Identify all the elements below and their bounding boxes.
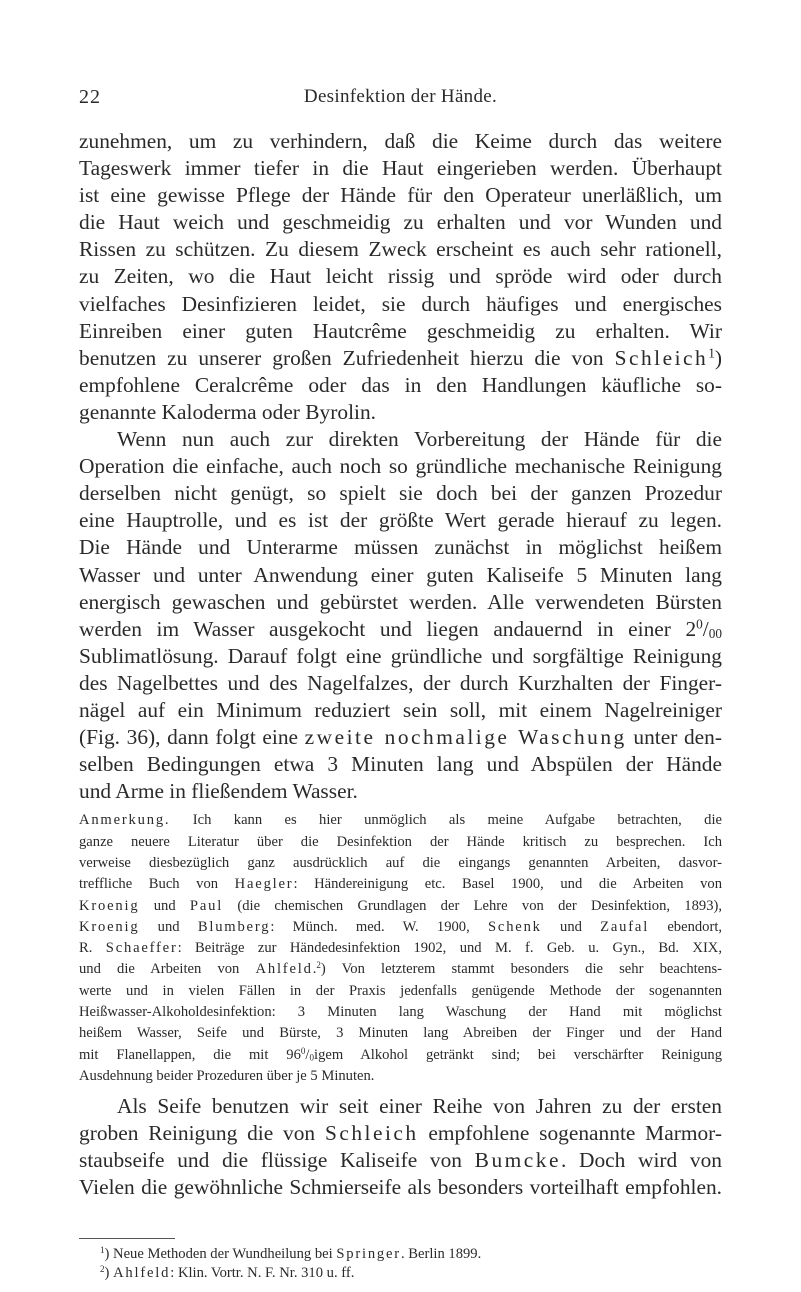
paragraph-soap xyxy=(79,1093,722,1201)
text-line: nägel auf ein Minimum reduziert sein soll, mit einem Nagelreiniger xyxy=(79,697,722,722)
author-name: Ahlfeld xyxy=(113,1264,171,1281)
text-line: Operation die einfache, auch noch so gründliche mechanische Reinigung xyxy=(79,454,722,479)
author-name: Blumberg xyxy=(197,918,271,935)
text-segment: . xyxy=(312,961,317,978)
percent-sub: 0 xyxy=(309,1051,315,1062)
permille-sup: 0 xyxy=(696,616,703,632)
text-line: Rissen zu schützen. Zu diesem Zweck erscheint es auch sehr rationell, xyxy=(79,237,722,262)
author-name: Bumcke xyxy=(474,1148,561,1173)
text-line xyxy=(79,1147,722,1174)
text-segment: staubseife und die flüssige Kaliseife von xyxy=(79,1148,462,1173)
text-line xyxy=(79,345,722,372)
text-segment: werden im Wasser ausgekocht und liegen andauernd in einer 2 xyxy=(79,616,697,641)
text-segment: (Fig. 36), dann folgt eine xyxy=(79,725,299,750)
author-name: Schenk xyxy=(488,918,542,935)
emphasis-text: zweite nochmalige Waschung xyxy=(304,725,627,750)
footnote-1 xyxy=(100,1245,730,1264)
text-line: vielfaches Desinfizieren leidet, sie durch häufiges und energisches xyxy=(79,291,722,316)
text-segment: ) Von letzterem stammt besonders die sehr beachtens- xyxy=(320,961,722,978)
text-segment: igem Alkohol getränkt sind; bei verschärfter Reinigung xyxy=(314,1046,723,1063)
text-line xyxy=(79,896,722,917)
text-segment: und die Arbeiten von xyxy=(79,961,240,978)
text-segment: Ich kann es hier unmöglich als meine Aufgabe betrachten, die xyxy=(192,812,722,829)
running-title: Desinfektion der Hände. xyxy=(303,86,498,107)
text-line: verweise diesbezüglich ganz ausdrücklich auf die eingangs genannten Arbeiten, dasvor- xyxy=(79,854,722,871)
text-segment: . Berlin 1899. xyxy=(400,1246,482,1262)
text-line xyxy=(79,810,722,831)
text-segment: mit Flanellappen, die mit 96 xyxy=(79,1046,301,1063)
footnote-ref: 2 xyxy=(316,960,321,971)
author-name: Zaufal xyxy=(600,918,650,935)
percent-sup: 0 xyxy=(300,1045,306,1056)
text-line: ganze neuere Literatur über die Desinfektion der Hände kritisch zu besprechen. Ich xyxy=(79,833,722,850)
text-line: eine Hauptrolle, und es ist der größte Wert gerade hierauf zu legen. xyxy=(79,508,722,533)
author-name: Schleich xyxy=(324,1121,419,1146)
text-line xyxy=(79,1045,722,1066)
text-line: energisch gewaschen und gebürstet werden. Alle verwendeten Bürsten xyxy=(79,589,722,614)
text-line xyxy=(79,874,722,895)
text-segment: und xyxy=(560,918,582,935)
text-segment: ) xyxy=(714,345,722,370)
text-line: Ausdehnung beider Prozeduren über je 5 Minuten. xyxy=(79,1067,375,1084)
text-line: Wenn nun auch zur direkten Vorbereitung der Hände für die xyxy=(117,427,722,452)
text-line: selben Bedingungen etwa 3 Minuten lang und Abspülen der Hände xyxy=(79,752,722,777)
text-line: Als Seife benutzen wir seit einer Reihe von Jahren zu der ersten xyxy=(117,1094,722,1119)
remark-label: Anmerkung. xyxy=(79,812,171,829)
author-name: Schaeffer xyxy=(105,940,178,957)
text-line: Sublimatlösung. Darauf folgt eine gründliche und sorgfältige Reinigung xyxy=(79,643,722,668)
author-name: Kroenig xyxy=(79,897,140,914)
text-segment: und xyxy=(157,918,180,935)
text-line: Die Hände und Unterarme müssen zunächst in möglichst heißem xyxy=(79,535,722,560)
text-line xyxy=(79,1120,722,1147)
text-segment: unter den- xyxy=(633,725,722,750)
author-name: Kroenig xyxy=(79,918,140,935)
text-segment: : Klin. Vortr. N. F. Nr. 310 u. ff. xyxy=(170,1264,355,1281)
footnotes xyxy=(100,1245,730,1283)
text-line xyxy=(79,959,722,980)
text-line: Wasser und unter Anwendung einer guten Kaliseife 5 Minuten lang xyxy=(79,562,722,587)
page-number: 22 xyxy=(79,86,101,108)
page-body xyxy=(79,128,722,1202)
text-line: zunehmen, um zu verhindern, daß die Keime durch das weitere xyxy=(79,129,722,153)
text-line: genannte Kaloderma oder Byrolin. xyxy=(79,399,376,424)
footnote-rule xyxy=(79,1238,175,1239)
text-line xyxy=(79,616,722,643)
text-segment: / xyxy=(702,616,709,641)
text-line xyxy=(79,724,722,751)
footnote-mark: 2 xyxy=(100,1263,105,1274)
text-line: des Nagelbettes und des Nagelfalzes, der durch Kurzhalten der Finger- xyxy=(79,670,722,695)
text-line: werte und in vielen Fällen in der Praxis jedenfalls genügende Methode der sogenannten xyxy=(79,982,722,999)
paragraph-skin-care xyxy=(79,128,722,426)
text-line: Tageswerk immer tiefer in die Haut eingerieben werden. Überhaupt xyxy=(79,156,722,181)
text-line: heißem Wasser, Seife und Bürste, 3 Minuten lang Abreiben der Finger und der Hand xyxy=(79,1025,722,1042)
text-segment: ebendort, xyxy=(667,918,723,935)
footnote-ref: 1 xyxy=(708,345,715,361)
text-line: Einreiben einer guten Hautcrême geschmeidig zu erhalten. Wir xyxy=(79,318,722,343)
remark-note xyxy=(79,810,722,1087)
author-name: Schleich xyxy=(614,345,709,370)
text-segment: treffliche Buch von xyxy=(79,876,219,893)
text-line xyxy=(79,938,722,959)
paragraph-mechanical-cleaning xyxy=(79,426,722,805)
author-name: Haegler xyxy=(234,876,294,893)
author-name: Paul xyxy=(189,897,224,914)
footnote-2 xyxy=(100,1264,730,1283)
text-line: ist eine gewisse Pflege der Hände für den Operateur unerläßlich, um xyxy=(79,183,722,208)
text-line xyxy=(79,917,722,938)
text-line: derselben nicht genügt, so spielt sie doch bei der ganzen Prozedur xyxy=(79,481,722,506)
text-segment: ) Neue Methoden der Wundheilung bei xyxy=(104,1246,333,1262)
text-line: Vielen die gewöhnliche Schmierseife als besonders vorteilhaft empfohlen. xyxy=(79,1175,722,1200)
text-segment: benutzen zu unserer großen Zufriedenheit hierzu die von xyxy=(79,345,604,370)
text-line: die Haut weich und geschmeidig zu erhalten und vor Wunden und xyxy=(79,210,722,235)
text-segment: . Doch wird von xyxy=(560,1148,722,1173)
text-line: und Arme in fließendem Wasser. xyxy=(79,779,358,804)
text-segment: und xyxy=(153,897,176,914)
text-segment: R. xyxy=(79,940,93,957)
text-segment: : Münch. med. W. 1900, xyxy=(270,918,470,935)
text-segment: empfohlene sogenannte Marmor- xyxy=(428,1121,722,1146)
author-name: Springer xyxy=(336,1246,401,1262)
text-line: Heißwasser-Alkoholdesinfektion: 3 Minuten lang Waschung der Hand mit möglichst xyxy=(79,1004,722,1021)
text-segment: : Händereinigung etc. Basel 1900, und die Arbeiten von xyxy=(293,876,722,893)
permille-sub: 00 xyxy=(708,625,722,641)
text-line: empfohlene Ceralcrême oder das in den Handlungen käufliche so- xyxy=(79,372,722,397)
footnote-mark: 1 xyxy=(100,1245,105,1256)
text-segment: / xyxy=(305,1046,310,1063)
text-segment: (die chemischen Grundlagen der Lehre von der Desinfektion, 1893), xyxy=(237,897,723,914)
running-header xyxy=(0,86,801,116)
text-line: zu Zeiten, wo die Haut leicht rissig und spröde wird oder durch xyxy=(79,264,722,289)
text-segment: ) xyxy=(104,1264,110,1281)
text-segment: : Beiträge zur Händedesinfektion 1902, und M. f. Geb. u. Gyn., Bd. XIX, xyxy=(177,940,722,957)
author-name: Ahlfeld xyxy=(255,961,313,978)
text-segment: groben Reinigung die von xyxy=(79,1121,316,1146)
